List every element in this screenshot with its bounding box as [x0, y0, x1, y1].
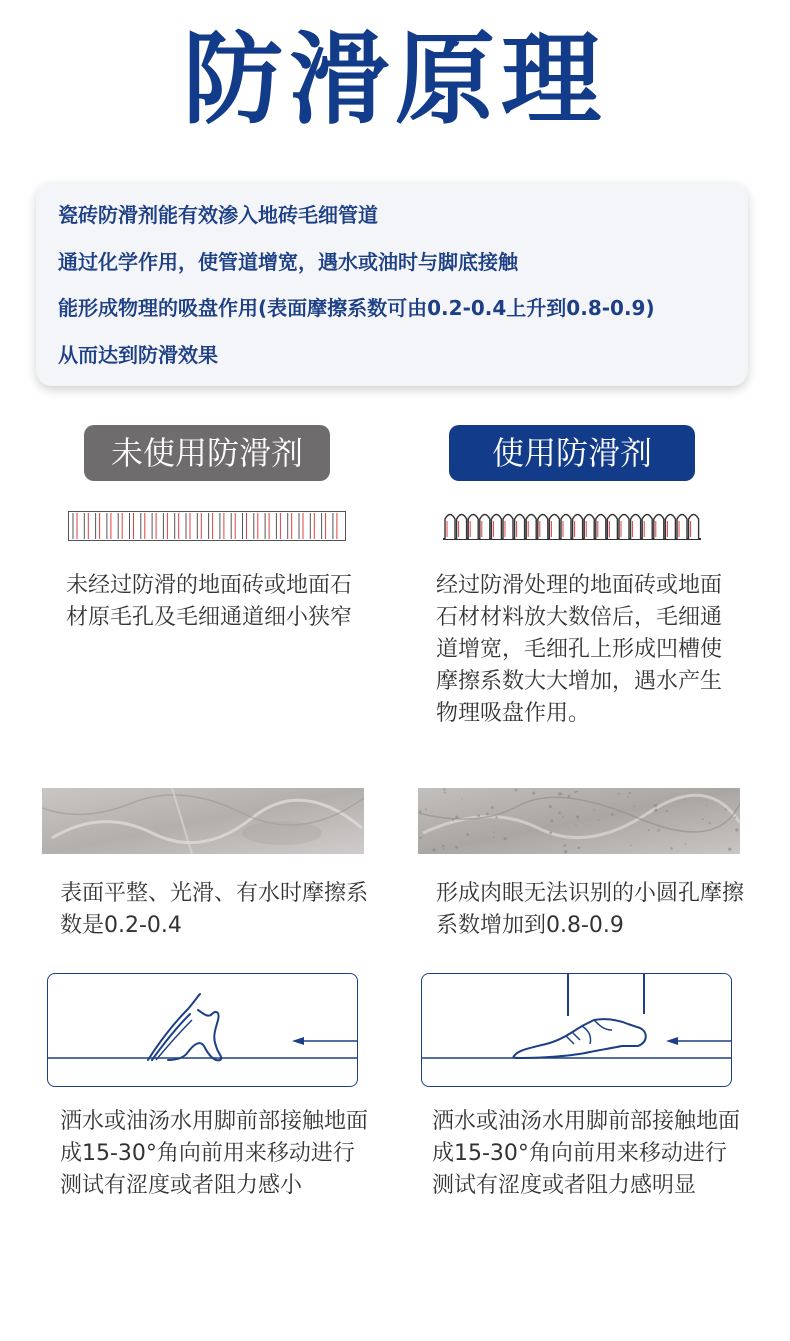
arrow-left-icon — [292, 1037, 357, 1045]
barefoot-test-diagram — [47, 973, 358, 1087]
shoe-icon — [422, 974, 731, 1086]
intro-line-1: 瓷砖防滑剂能有效渗入地砖毛细管道 — [58, 203, 378, 227]
widened-pores-strip — [443, 511, 701, 541]
arrow-left-icon — [666, 1037, 731, 1045]
intro-line-3: 能形成物理的吸盘作用(表面摩擦系数可由0.2-0.4上升到0.8-0.9) — [58, 296, 655, 320]
header-with-agent: 使用防滑剂 — [449, 425, 695, 481]
narrow-pores-strip — [68, 511, 346, 541]
right-description-test: 洒水或油汤水用脚前部接触地面成15-30°角向前用来移动进行测试有涩度或者阻力感明显 — [432, 1109, 741, 1198]
smooth-stone-image — [42, 788, 364, 854]
right-description-friction: 形成肉眼无法识别的小圆孔摩擦系数增加到0.8-0.9 — [436, 881, 745, 938]
left-description-pores: 未经过防滑的地面砖或地面石材原毛孔及毛细通道细小狭窄 — [66, 573, 353, 630]
left-description-test: 洒水或油汤水用脚前部接触地面成15-30°角向前用来移动进行测试有涩度或者阻力感小 — [60, 1109, 369, 1198]
left-description-friction: 表面平整、光滑、有水时摩擦系数是0.2-0.4 — [60, 881, 369, 938]
intro-line-2: 通过化学作用，使管道增宽，遇水或油时与脚底接触 — [58, 250, 518, 274]
bare-foot-icon — [48, 974, 357, 1086]
header-without-agent: 未使用防滑剂 — [84, 425, 330, 481]
intro-card — [36, 182, 748, 386]
right-description-pores: 经过防滑处理的地面砖或地面石材材料放大数倍后，毛细通道增宽，毛细孔上形成凹槽使摩擦系数大大增加，遇水产生物理吸盘作用。 — [436, 573, 723, 726]
page-title: 防滑原理 — [183, 21, 607, 138]
porous-stone-image — [418, 788, 740, 854]
shoe-test-diagram — [421, 973, 732, 1087]
intro-line-4: 从而达到防滑效果 — [58, 343, 218, 367]
